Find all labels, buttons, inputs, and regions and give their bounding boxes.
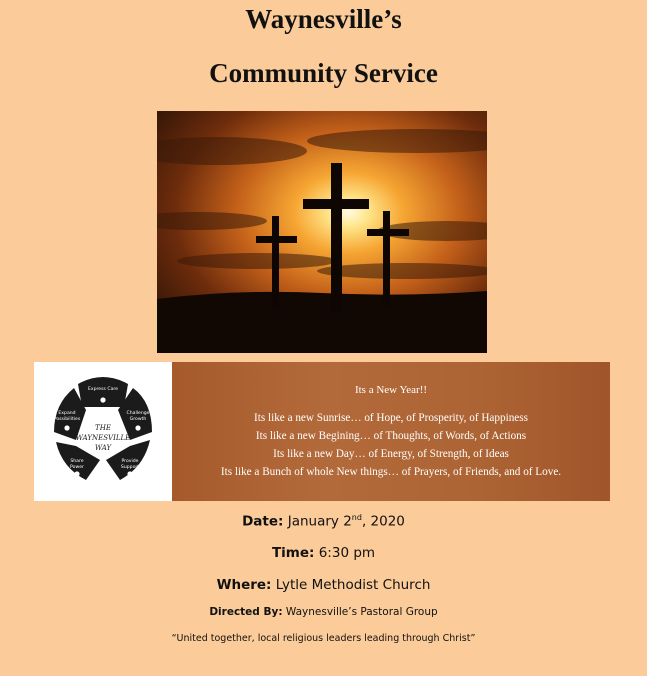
- logo-label-4a: Share: [70, 459, 84, 464]
- date-year: , 2020: [361, 513, 405, 530]
- directed-value: Waynesville’s Pastoral Group: [285, 606, 438, 618]
- directed-label: Directed By:: [209, 606, 283, 618]
- directed-by: [0, 606, 647, 618]
- hands-icon: [100, 397, 105, 402]
- logo-label-3b: Support: [120, 465, 140, 470]
- logo-label-3a: Provide: [121, 459, 139, 464]
- title-line-2: Community Service: [209, 58, 438, 88]
- growth-icon: [135, 425, 140, 430]
- new-year-message: [172, 362, 610, 501]
- date-value: January 2: [287, 513, 352, 530]
- message-heading: Its a New Year!!: [354, 384, 428, 396]
- logo-label-5a: Expand: [58, 411, 76, 416]
- date-suffix: nd: [351, 513, 362, 522]
- event-date: [0, 513, 647, 530]
- where-label: Where:: [216, 577, 272, 593]
- logo-center-line-1: THE: [95, 424, 111, 432]
- logo-label-2a: Challenge: [126, 411, 150, 416]
- message-line-4: Its like a Bunch of whole New things… of Prayers, of Friends, and of Love.: [220, 466, 562, 478]
- heart-icon: [127, 471, 132, 476]
- time-label: Time:: [271, 545, 315, 561]
- logo-label-1: Express Care: [87, 387, 119, 392]
- waynesville-way-logo: [34, 362, 172, 501]
- three-crosses-sunset-image: [157, 111, 487, 353]
- power-icon: [74, 471, 79, 476]
- message-line-1: Its like a new Sunrise… of Hope, of Prosperity, of Happiness: [254, 412, 528, 424]
- logo-label-4b: Power: [70, 465, 84, 470]
- logo-center-line-2: WAYNESVILLE: [75, 434, 131, 442]
- event-time: [0, 545, 647, 561]
- motto-quote: “United together, local religious leaders leading through Christ”: [171, 633, 476, 644]
- date-label: Date:: [242, 513, 284, 530]
- infinity-icon: [64, 425, 69, 430]
- event-location: [0, 577, 647, 593]
- title-line-1: Waynesville’s: [245, 4, 402, 34]
- logo-label-2b: Growth: [129, 417, 147, 422]
- logo-label-5b: Possibilities: [53, 417, 81, 422]
- new-year-banner: [34, 362, 610, 501]
- logo-center-line-3: WAY: [94, 444, 112, 452]
- message-line-2: Its like a new Begining… of Thoughts, of Words, of Actions: [255, 430, 527, 442]
- time-value: 6:30 pm: [318, 545, 376, 561]
- message-line-3: Its like a new Day… of Energy, of Strength, of Ideas: [273, 448, 509, 460]
- where-value: Lytle Methodist Church: [275, 577, 431, 593]
